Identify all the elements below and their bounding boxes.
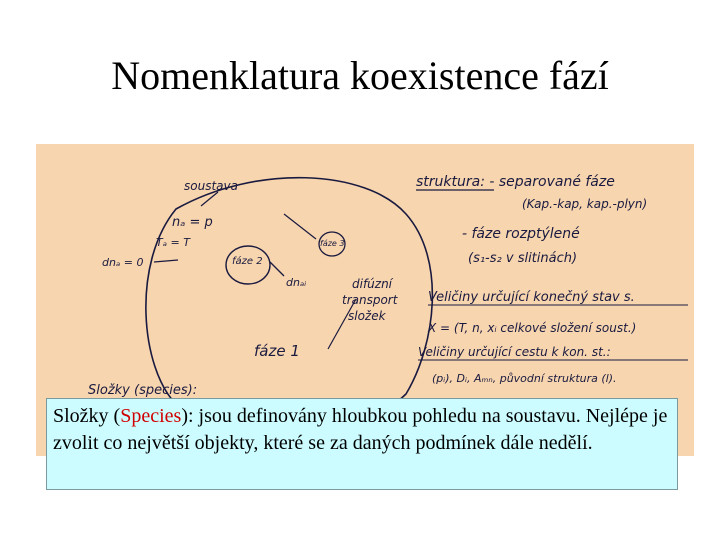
label-faze2: fáze 2 (232, 256, 263, 267)
slide-title: Nomenklatura koexistence fází (111, 53, 609, 98)
caption-part1: Složky ( (53, 405, 121, 427)
label-transport: transport (342, 293, 398, 307)
definition-caption (46, 398, 678, 490)
note-s1s2: (s₁-s₂ v slitinách) (468, 251, 578, 266)
caption-highlight-species: Species (120, 405, 182, 427)
note-knp: (Kap.-kap, kap.-plyn) (522, 197, 648, 211)
label-faze3: fáze 3 (320, 239, 345, 248)
label-slozek: složek (348, 309, 386, 323)
label-soustava: soustava (184, 179, 238, 193)
note-xeq: X = (T, n, xᵢ celkové složení soust.) (428, 321, 637, 335)
note-velic2: Veličiny určující cestu k kon. st.: (418, 345, 611, 359)
label-dn0: dnₐ = 0 (102, 256, 144, 269)
note-velic1: Veličiny určující konečný stav s. (428, 290, 635, 305)
label-difuzni: difúzní (352, 277, 393, 291)
note-slozky-partial: Složky (species): (88, 383, 198, 398)
note-rozptylene: - fáze rozptýlené (462, 226, 580, 242)
label-dni: dnₐᵢ (286, 276, 307, 289)
caption-part2: ): jsou definovány hloubkou pohledu na soustavu. Nejlépe je zvolit co největší objekty, které se za daných podmínek dále nedělí. (53, 405, 668, 454)
note-struktura: struktura: - separované fáze (416, 174, 615, 190)
note-params: (pᵢ), Dᵢ, Aₘₙ, původní struktura (l). (432, 372, 617, 385)
label-n-p: nₐ = p (172, 215, 213, 230)
label-t-t: Tₐ = T (156, 236, 190, 249)
label-faze1: fáze 1 (254, 342, 300, 360)
